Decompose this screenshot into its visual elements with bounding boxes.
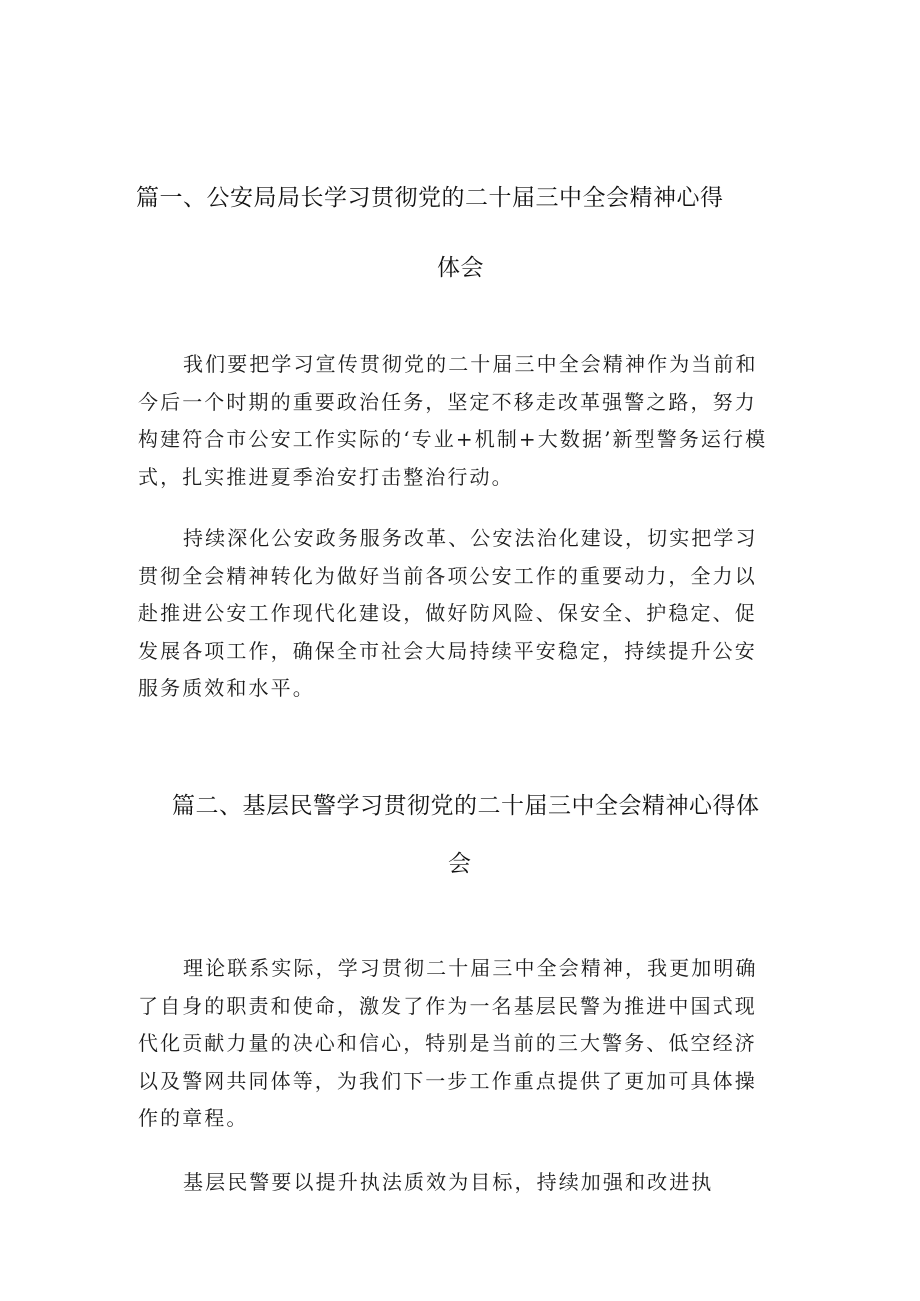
text-line: 今后一个时期的重要政治任务，坚定不移走改革强警之路，努力 xyxy=(138,389,757,414)
section-2-paragraph-1 xyxy=(138,950,788,1138)
text-line: 我们要把学习宣传贯彻党的二十届三中全会精神作为当前和 xyxy=(183,352,758,376)
text-line: 构建符合市公安工作实际的‘专业+机制+大数据’新型警务运行模 xyxy=(138,427,768,451)
section-1-title-line-2: 体会 xyxy=(437,255,484,281)
section-2-title-line-2: 会 xyxy=(448,851,472,877)
text-line: 发展各项工作，确保全市社会大局持续平安稳定，持续提升公安 xyxy=(138,638,757,663)
text-line: 贯彻全会精神转化为做好当前各项公安工作的重要动力，全力以 xyxy=(138,563,757,588)
section-1-paragraph-2 xyxy=(138,520,788,708)
text-line: 作的章程。 xyxy=(138,1106,249,1130)
text-line: 以及警网共同体等，为我们下一步工作重点提供了更加可具体操 xyxy=(138,1068,757,1093)
section-1-paragraph-1 xyxy=(138,346,788,496)
text-line: 代化贡献力量的决心和信心，特别是当前的三大警务、低空经济 xyxy=(138,1031,757,1055)
text-line: 赴推进公安工作现代化建设，做好防风险、保安全、护稳定、促 xyxy=(138,601,757,625)
text-line: 式，扎实推进夏季治安打击整治行动。 xyxy=(138,464,514,489)
section-2-title-line-1: 篇二、基层民警学习贯彻党的二十届三中全会精神心得体 xyxy=(172,793,760,819)
text-line: 理论联系实际，学习贯彻二十届三中全会精神，我更加明确 xyxy=(183,956,758,980)
text-line: 持续深化公安政务服务改革、公安法治化建设，切实把学习 xyxy=(183,526,758,550)
section-1-title-line-1: 篇一、公安局局长学习贯彻党的二十届三中全会精神心得 xyxy=(136,185,724,211)
text-line: 基层民警要以提升执法质效为目标，持续加强和改进执 xyxy=(183,1170,714,1194)
text-line: 服务质效和水平。 xyxy=(138,676,315,700)
section-2-paragraph-2 xyxy=(138,1164,788,1202)
text-line: 了自身的职责和使命，激发了作为一名基层民警为推进中国式现 xyxy=(138,993,757,1018)
